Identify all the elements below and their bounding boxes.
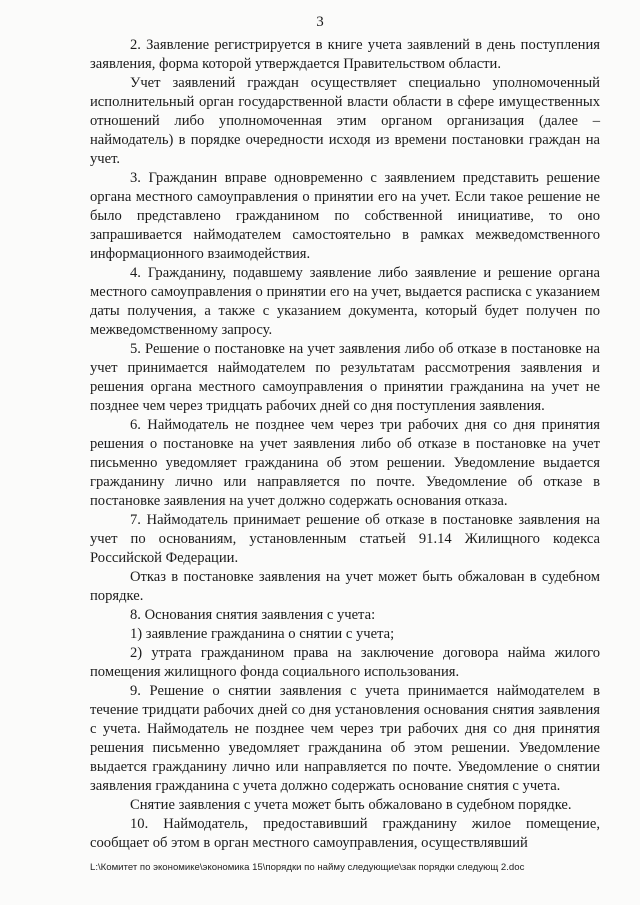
- paragraph-9: 9. Решение о снятии заявления с учета принимается наймодателем в течение тридцати рабочих дней со дня установления основания снятия заявления с учета. Наймодатель не позднее чем через три рабочих дня со дня принятия решения письменно уведомляет гражданина об этом решении. Уведомление выдается гражданину лично или направляется по почте. Уведомление о снятии заявления гражданина с учета должно содержать основание снятия с учета.: [90, 683, 600, 794]
- paragraph-6: 6. Наймодатель не позднее чем через три рабочих дня со дня принятия решения о постановке на учет заявления либо об отказе в постановке на учет письменно уведомляет гражданина об этом решении. Уведомление выдается гражданину лично или направляется по почте. Уведомление об отказе в постановке заявления на учет должно содержать основания отказа.: [90, 417, 600, 509]
- paragraph-3: 3. Гражданин вправе одновременно с заявлением представить решение органа местного самоуправления о принятии его на учет. Если такое решение не было представлено гражданином по собственной инициативе, то оно запрашивается наймодателем самостоятельно в рамках межведомственного информационного взаимодействия.: [90, 170, 600, 262]
- paragraph-8-item-2: 2) утрата гражданином права на заключение договора найма жилого помещения жилищного фонда социального использования.: [90, 645, 600, 680]
- page-number: 3: [316, 14, 324, 30]
- paragraph-8: 8. Основания снятия заявления с учета:: [130, 607, 376, 623]
- paragraph-5: 5. Решение о постановке на учет заявления либо об отказе в постановке на учет принимается наймодателем по результатам рассмотрения заявления и решения органа местного самоуправления о принятии гражданина на учет не позднее чем через тридцать рабочих дней со дня поступления заявления.: [90, 341, 600, 414]
- paragraph-4: 4. Гражданину, подавшему заявление либо заявление и решение органа местного самоуправления о принятии его на учет, выдается расписка с указанием даты получения, а также с указанием документа, который будет получен по межведомственному запросу.: [90, 265, 600, 338]
- document-body: [90, 36, 600, 853]
- footer-file-path: L:\Комитет по экономике\экономика 15\порядки по найму следующие\зак порядки следующ 2.doc: [90, 862, 525, 873]
- paragraph-7: 7. Наймодатель принимает решение об отказе в постановке заявления на учет по основаниям, установленным статьей 91.14 Жилищного кодекса Российской Федерации.: [90, 512, 600, 566]
- paragraph-registry: Учет заявлений граждан осуществляет специально уполномоченный исполнительный орган государственной власти области в сфере имущественных отношений либо уполномоченная этим органом организация (далее – наймодатель) в порядке очередности исходя из времени постановки граждан на учет.: [90, 75, 600, 167]
- paragraph-refusal-appeal: Отказ в постановке заявления на учет может быть обжалован в судебном порядке.: [90, 569, 600, 604]
- paragraph-10: 10. Наймодатель, предоставивший гражданину жилое помещение, сообщает об этом в орган местного самоуправления, осуществлявший: [90, 816, 600, 851]
- paragraph-removal-appeal: Снятие заявления с учета может быть обжаловано в судебном порядке.: [130, 797, 572, 813]
- paragraph-2: 2. Заявление регистрируется в книге учета заявлений в день поступления заявления, форма которой утверждается Правительством области.: [90, 37, 600, 72]
- paragraph-8-item-1: 1) заявление гражданина о снятии с учета;: [130, 626, 395, 642]
